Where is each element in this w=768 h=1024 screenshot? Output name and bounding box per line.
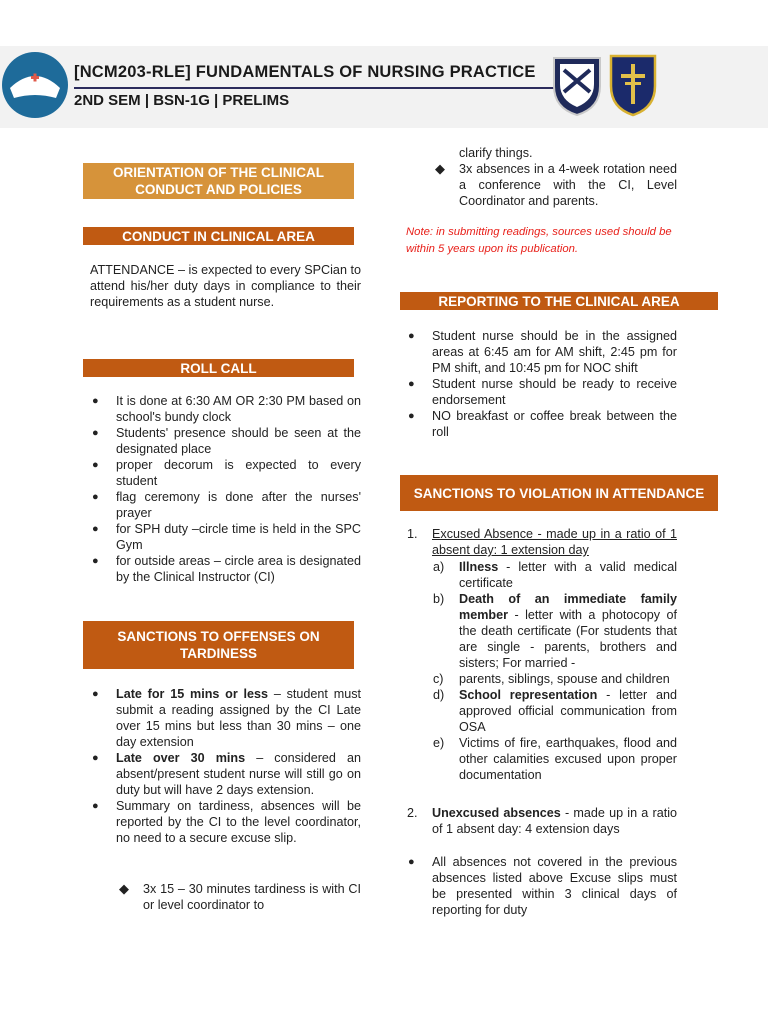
list-item: ● Late over 30 mins – considered an absent/present student nurse will still go on duty but will have 2 days extension. (92, 751, 361, 797)
excused-absence-list (433, 559, 677, 783)
roll-call-section-header: ROLL CALL (83, 359, 354, 377)
list-number-2: 2. (407, 806, 418, 820)
list-item: ● It is done at 6:30 AM OR 2:30 PM based on school's bundy clock (92, 394, 361, 424)
tardiness-sub-list (119, 881, 361, 913)
bullet-icon: ● (92, 427, 99, 439)
list-item: e) Victims of fire, earthquakes, flood and other calamities excused upon proper documentation (433, 736, 677, 782)
readings-note: Note: in submitting readings, sources used should be within 5 years upon its publication. (406, 226, 672, 255)
bullet-icon: ● (408, 378, 415, 390)
diamond-bullet-icon: ◆ (119, 881, 129, 896)
bullet-icon: ● (92, 491, 99, 503)
bullet-icon: ● (408, 410, 415, 422)
list-item: c) parents, siblings, spouse and children (433, 672, 670, 686)
sanctions-section-header: SANCTIONS TO VIOLATION IN ATTENDANCE (400, 475, 718, 511)
list-item: ● for SPH duty –circle time is held in the SPC Gym (92, 522, 361, 552)
list-item: ● proper decorum is expected to every student (92, 458, 361, 488)
attendance-paragraph: ATTENDANCE – is expected to every SPCian to attend his/her duty days in compliance to their requirements as a student nurse. (90, 263, 361, 309)
absence-sub-list (435, 161, 677, 209)
tardiness-list (92, 686, 361, 846)
tardiness-section-header: SANCTIONS TO OFFENSES ON TARDINESS (83, 621, 354, 669)
bullet-icon: ● (92, 752, 99, 764)
course-subtitle: 2ND SEM | BSN-1G | PRELIMS (74, 92, 290, 109)
list-item: ● Late for 15 mins or less – student must submit a reading assigned by the CI Late over 15 mins but less than 30 mins – one day extension (92, 687, 361, 749)
bullet-icon: ● (92, 459, 99, 471)
orientation-section-header: ORIENTATION OF THE CLINICAL CONDUCT AND POLICIES (83, 163, 354, 199)
school-shield-icon (550, 52, 604, 118)
list-item: ◆ 3x absences in a 4-week rotation need a conference with the CI, Level Coordinator and parents. (435, 161, 677, 208)
cross-shield-icon (608, 52, 658, 118)
list-number-1: 1. (407, 527, 418, 541)
bullet-icon: ● (92, 395, 99, 407)
reporting-list (408, 328, 677, 440)
continued-text: clarify things. (459, 146, 533, 160)
header-divider (74, 87, 554, 89)
list-item: ● Students' presence should be seen at the designated place (92, 426, 361, 456)
excused-absence-label: Excused Absence - made up in a ratio of 1 absent day: 1 extension day (432, 527, 677, 557)
unexcused-absence-text: Unexcused absences - made up in a ratio of 1 absent day: 4 extension days (432, 806, 677, 836)
diamond-bullet-icon: ◆ (435, 161, 445, 176)
list-item: ● Student nurse should be in the assigned areas at 6:45 am for AM shift, 2:45 pm for PM shift, and 10:45 pm for NOC shift (408, 329, 677, 375)
list-item: d) School representation - letter and approved official communication from OSA (433, 688, 677, 734)
final-list (408, 854, 677, 918)
nurse-cap-icon (2, 52, 68, 118)
roll-call-list (92, 393, 361, 585)
list-item: ◆ 3x 15 – 30 minutes tardiness is with CI or level coordinator to (119, 881, 361, 912)
list-item: ● Student nurse should be ready to receive endorsement (408, 377, 677, 407)
bullet-icon: ● (92, 800, 99, 812)
bullet-icon: ● (92, 555, 99, 567)
list-item: ● NO breakfast or coffee break between the roll (408, 409, 677, 439)
nurse-cap-logo (2, 52, 68, 118)
list-item: ● flag ceremony is done after the nurses' prayer (92, 490, 361, 520)
reporting-section-header: REPORTING TO THE CLINICAL AREA (400, 292, 718, 310)
course-title: [NCM203-RLE] FUNDAMENTALS OF NURSING PRACTICE (74, 63, 536, 81)
bullet-icon: ● (92, 688, 99, 700)
list-item: ● Summary on tardiness, absences will be reported by the CI to the level coordinator, no need to a secure excuse slip. (92, 799, 361, 845)
list-item: ● All absences not covered in the previous absences listed above Excuse slips must be presented within 3 clinical days of reporting for duty (408, 855, 677, 917)
list-item: ● for outside areas – circle area is designated by the Clinical Instructor (CI) (92, 554, 361, 584)
conduct-section-header: CONDUCT IN CLINICAL AREA (83, 227, 354, 245)
bullet-icon: ● (408, 330, 415, 342)
bullet-icon: ● (408, 856, 415, 868)
bullet-icon: ● (92, 523, 99, 535)
list-item: a) Illness - letter with a valid medical certificate (433, 560, 677, 590)
list-item: b) Death of an immediate family member - letter with a photocopy of the death certificate (For students that are single - parents, brothers and sisters; For married - (433, 592, 677, 670)
